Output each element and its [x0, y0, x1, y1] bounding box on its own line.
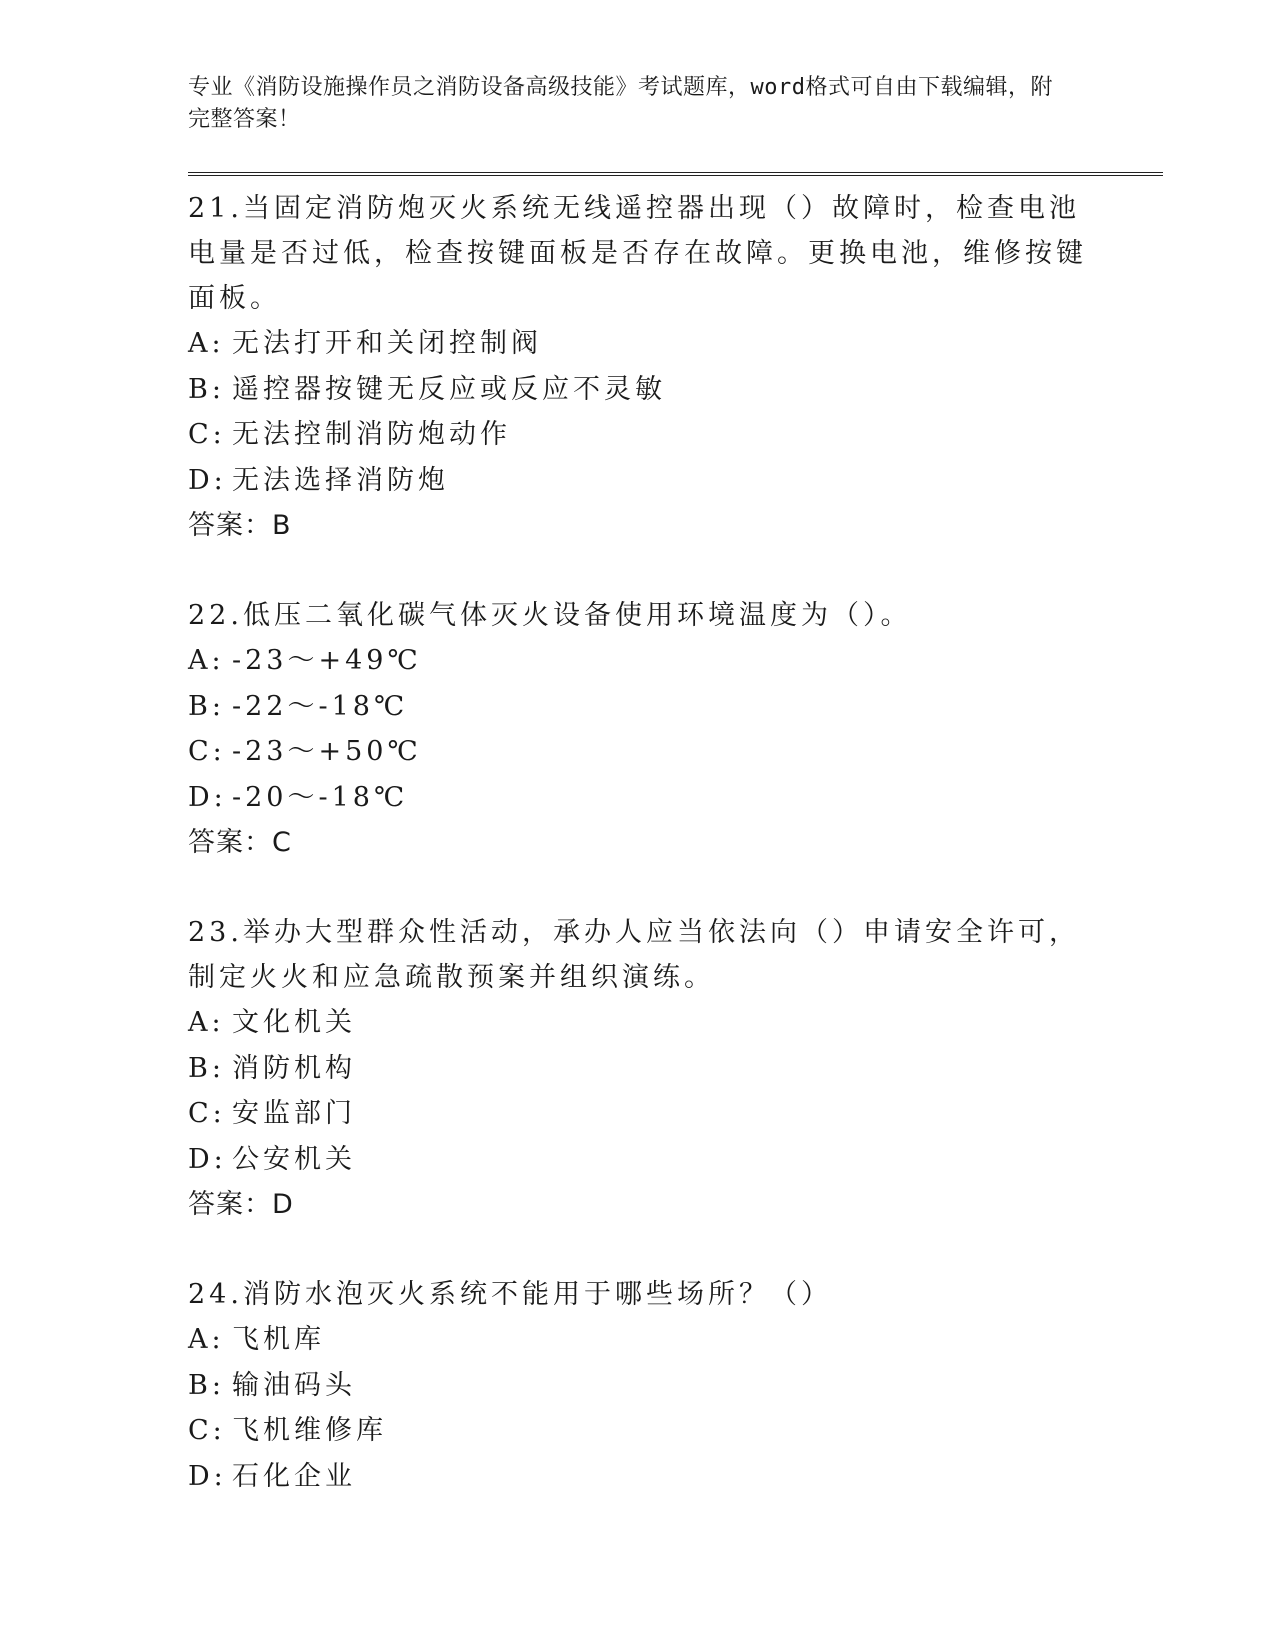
document-page — [188, 72, 1163, 1544]
option-letter: C: — [188, 736, 226, 767]
answer-line: 答案：B — [188, 510, 292, 541]
option-letter: A: — [188, 645, 225, 676]
option-d — [188, 458, 1163, 504]
option-letter: B: — [188, 1369, 225, 1401]
question-list — [188, 186, 1163, 1499]
option-letter: D: — [188, 1143, 227, 1175]
option-text: 文化机关 — [232, 1007, 356, 1038]
question-stem: 24.消防水泡灭火系统不能用于哪些场所？（） — [188, 1279, 832, 1310]
option-c — [188, 1091, 1163, 1137]
answer-line: 答案：D — [188, 1189, 294, 1220]
option-text: 输油码头 — [232, 1369, 356, 1401]
option-text: -22～-18℃ — [232, 690, 409, 722]
option-a — [188, 638, 1163, 684]
option-b — [188, 367, 1163, 413]
option-text: 飞机维修库 — [232, 1415, 387, 1446]
option-a — [188, 1000, 1163, 1046]
option-text: 安监部门 — [232, 1098, 356, 1129]
option-d — [188, 1454, 1163, 1500]
option-a — [188, 321, 1163, 367]
option-letter: A: — [188, 1007, 225, 1038]
option-letter: C: — [188, 1098, 226, 1129]
option-text: 遥控器按键无反应或反应不灵敏 — [232, 373, 666, 405]
option-letter: B: — [188, 373, 225, 405]
question-stem: 22.低压二氧化碳气体灭火设备使用环境温度为（）。 — [188, 600, 912, 631]
option-letter: B: — [188, 690, 225, 722]
header-divider — [188, 172, 1163, 176]
option-b — [188, 684, 1163, 730]
option-a — [188, 1317, 1163, 1363]
option-text: -23～+49℃ — [232, 645, 422, 676]
option-c — [188, 729, 1163, 775]
option-b — [188, 1046, 1163, 1092]
option-letter: D: — [188, 781, 227, 813]
option-letter: B: — [188, 1052, 225, 1084]
option-text: -20～-18℃ — [232, 781, 409, 813]
question-stem: 23.举办大型群众性活动，承办人应当依法向（）申请安全许可，制定火火和应急疏散预案并组织演练。 — [188, 917, 1080, 993]
option-letter: A: — [188, 328, 225, 359]
option-text: -23～+50℃ — [232, 736, 422, 767]
option-text: 飞机库 — [232, 1324, 325, 1355]
question-21 — [188, 186, 1163, 548]
option-text: 无法选择消防炮 — [232, 464, 449, 496]
option-letter: C: — [188, 419, 226, 450]
option-text: 公安机关 — [232, 1143, 356, 1175]
question-stem: 21.当固定消防炮灭火系统无线遥控器出现（）故障时，检查电池电量是否过低，检查按键面板是否存在故障。更换电池，维修按键面板。 — [188, 193, 1087, 314]
option-d — [188, 775, 1163, 821]
option-text: 无法控制消防炮动作 — [232, 419, 511, 450]
answer-line: 答案：C — [188, 827, 292, 858]
question-23 — [188, 910, 1163, 1227]
option-b — [188, 1363, 1163, 1409]
option-c — [188, 412, 1163, 458]
document-header: 专业《消防设施操作员之消防设备高级技能》考试题库，word格式可自由下载编辑，附完整答案！ — [188, 75, 1053, 132]
option-d — [188, 1137, 1163, 1183]
option-letter: D: — [188, 464, 227, 496]
option-text: 石化企业 — [232, 1460, 356, 1492]
option-c — [188, 1408, 1163, 1454]
option-letter: A: — [188, 1324, 225, 1355]
option-text: 消防机构 — [232, 1052, 356, 1084]
option-text: 无法打开和关闭控制阀 — [232, 328, 542, 359]
question-24 — [188, 1272, 1163, 1499]
question-22 — [188, 593, 1163, 865]
option-letter: D: — [188, 1460, 227, 1492]
option-letter: C: — [188, 1415, 226, 1446]
